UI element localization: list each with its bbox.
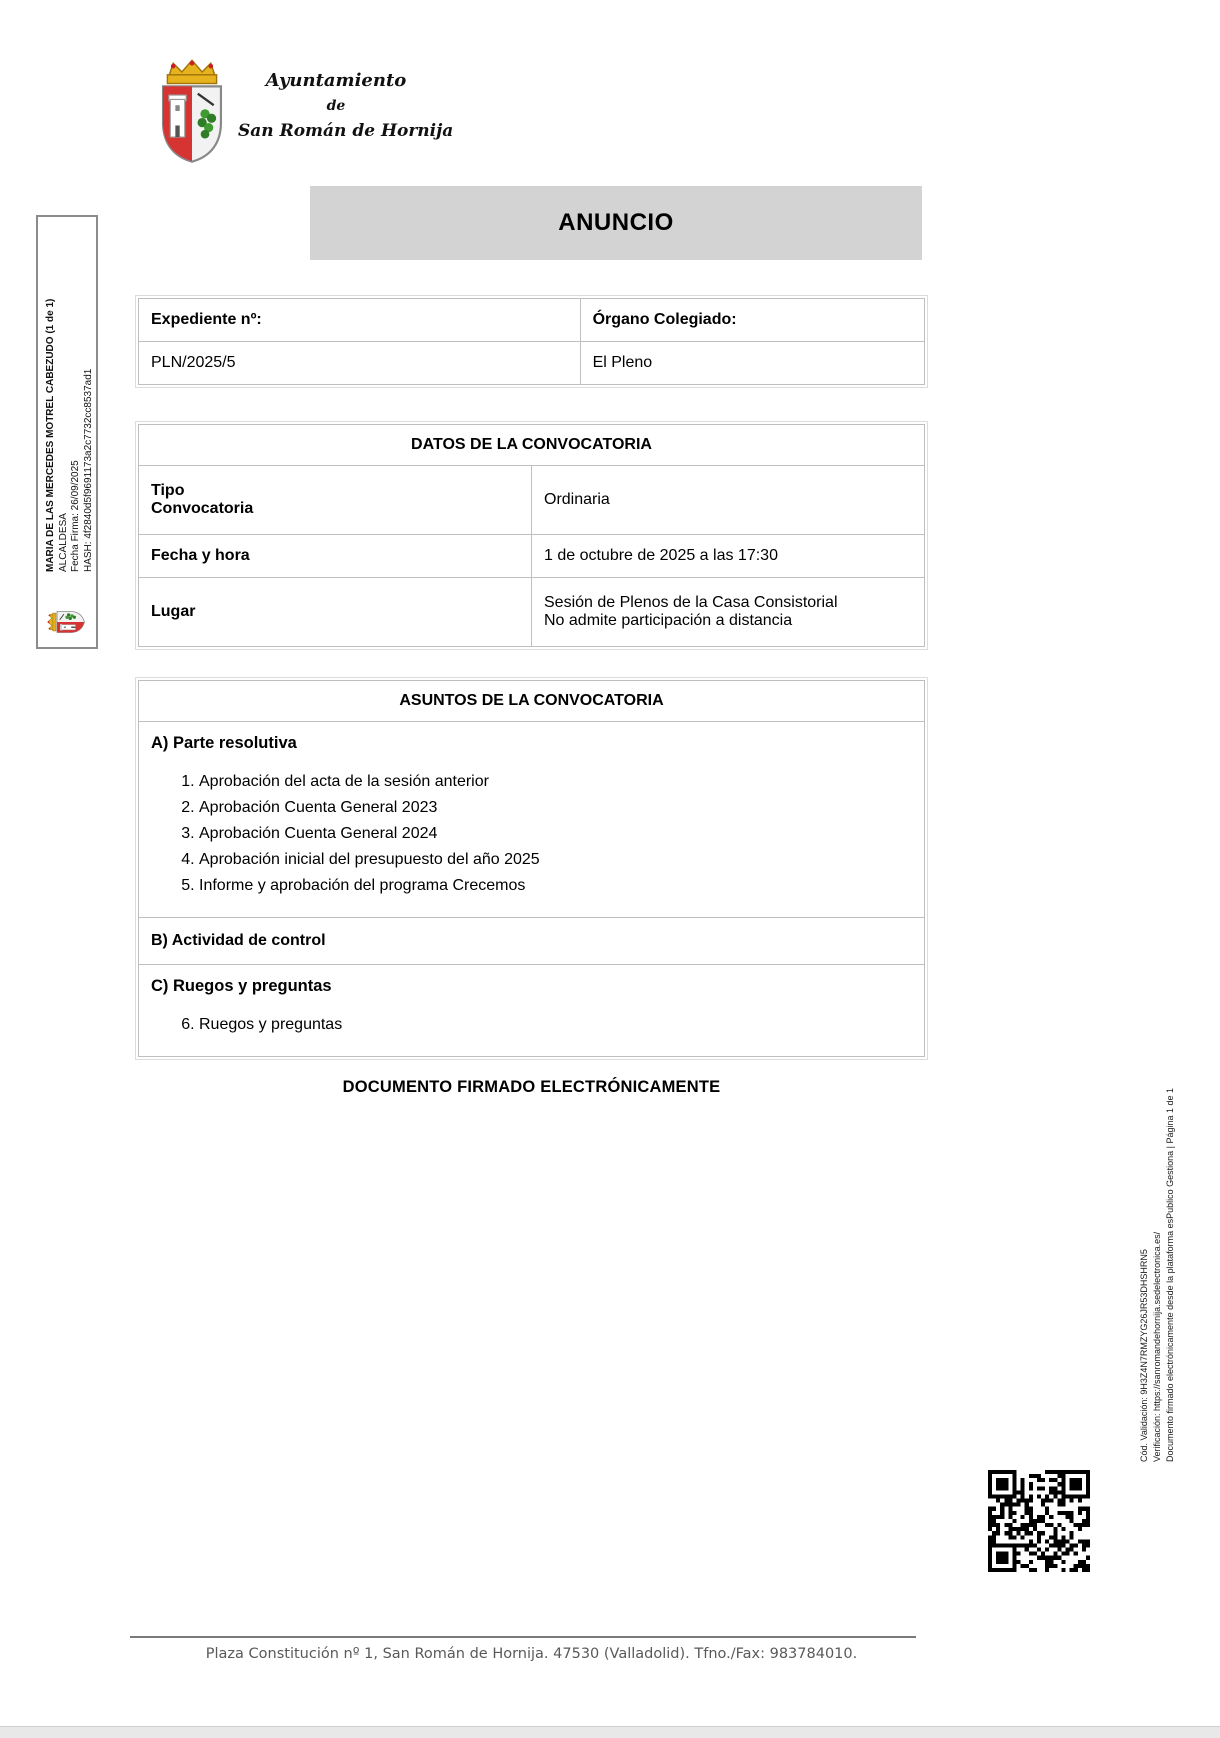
signature-hash: HASH: 4f2840d5f9691173a2c7732cc8537ad1: [82, 368, 94, 572]
footer-divider: [130, 1636, 916, 1638]
list-item: 4. Aprobación inicial del presupuesto del año 2025: [199, 847, 912, 873]
datos-table: [138, 424, 925, 647]
fecha-value-cell: 1 de octubre de 2025 a las 17:30: [532, 535, 925, 578]
datos-table-title: DATOS DE LA CONVOCATORIA: [139, 425, 925, 466]
asuntos-table: [138, 680, 925, 1057]
footer-address: Plaza Constitución nº 1, San Román de Hornija. 47530 (Valladolid). Tfno./Fax: 983784010.: [205, 1646, 858, 1662]
table-row: [139, 681, 925, 722]
lugar-value-cell: [532, 578, 925, 647]
organization-name-line1: Ayuntamiento: [265, 70, 407, 91]
table-row: [139, 722, 925, 918]
section-a-heading: A) Parte resolutiva: [151, 734, 297, 752]
lugar-value-line1: Sesión de Plenos de la Casa Consistorial: [544, 594, 838, 611]
list-item: 5. Informe y aprobación del programa Crecemos: [199, 873, 912, 899]
tipo-label-cell: [139, 466, 532, 535]
qr-code: [985, 1467, 1093, 1575]
list-item: 6. Ruegos y preguntas: [199, 1012, 912, 1038]
lugar-label-cell: Lugar: [139, 578, 532, 647]
verification-url: Verificación: https://sanromandehornija.sedelectronica.es/: [1152, 1231, 1162, 1462]
coat-of-arms-icon: [148, 56, 236, 166]
logo-block: [148, 56, 236, 166]
table-row: [139, 466, 925, 535]
tipo-label: Tipo Convocatoria: [151, 482, 254, 517]
section-b-heading: B) Actividad de control: [139, 918, 925, 965]
lugar-value-line2: No admite participación a distancia: [544, 612, 793, 629]
list-item: 1. Aprobación del acta de la sesión anterior: [199, 769, 912, 795]
validation-code: Cód. Validación: 9H3Z4N7RMZYG26JR53DHSHRN5: [1139, 1249, 1149, 1462]
table-row: [139, 299, 925, 342]
section-c-heading: C) Ruegos y preguntas: [151, 977, 332, 995]
organo-value-cell: El Pleno: [580, 342, 924, 385]
table-row: [139, 965, 925, 1057]
announcement-title: ANUNCIO: [558, 209, 674, 236]
table-row: [139, 535, 925, 578]
asuntos-table-title: ASUNTOS DE LA CONVOCATORIA: [139, 681, 925, 722]
fecha-label-cell: Fecha y hora: [139, 535, 532, 578]
platform-note: Documento firmado electrónicamente desde la plataforma esPublico Gestiona | Página 1 de 1: [1165, 1087, 1175, 1462]
table-row: [139, 578, 925, 647]
table-row: [139, 425, 925, 466]
announcement-banner: [310, 186, 922, 260]
tipo-value-cell: Ordinaria: [532, 466, 925, 535]
expediente-header-cell: Expediente nº:: [139, 299, 581, 342]
list-item: 3. Aprobación Cuenta General 2024: [199, 821, 912, 847]
page-bottom-strip: [0, 1726, 1220, 1738]
organization-name: [238, 70, 454, 141]
expediente-table: [138, 298, 925, 385]
signer-name: MARIA DE LAS MERCEDES MOTREL CABEZUDO (1 de 1): [45, 298, 56, 572]
validation-sidebar: [1138, 1042, 1177, 1462]
signature-stamp-icon: [46, 602, 86, 642]
list-item: 2. Aprobación Cuenta General 2023: [199, 795, 912, 821]
section-c-list: [151, 1012, 912, 1038]
signature-text: [45, 212, 95, 572]
expediente-value-cell: PLN/2025/5: [139, 342, 581, 385]
signed-statement: DOCUMENTO FIRMADO ELECTRÓNICAMENTE: [342, 1078, 721, 1096]
section-a-list: [151, 769, 912, 899]
organization-name-line3: San Román de Hornija: [238, 121, 454, 141]
signature-date: Fecha Firma: 26/09/2025: [70, 460, 81, 572]
table-row: [139, 342, 925, 385]
signer-role: ALCALDESA: [57, 513, 69, 572]
table-row: [139, 918, 925, 965]
section-a-cell: [139, 722, 925, 918]
section-c-cell: [139, 965, 925, 1057]
organo-header-cell: Órgano Colegiado:: [580, 299, 924, 342]
organization-name-line2: de: [326, 98, 346, 114]
